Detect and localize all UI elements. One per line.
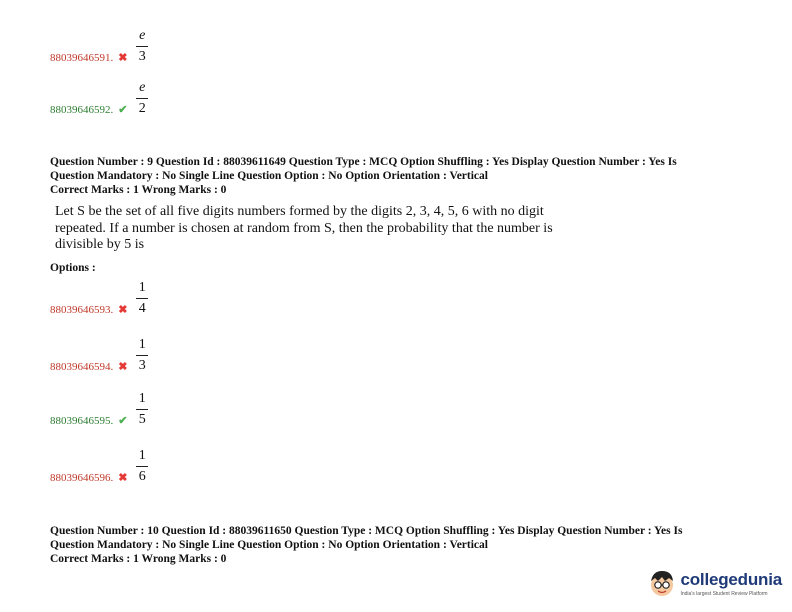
fraction — [136, 280, 148, 316]
wrong-mark-icon: ✖ — [118, 361, 128, 373]
fraction — [136, 80, 148, 116]
meta-line-1: Question Number : 10 Question Id : 88039611650 Question Type : MCQ Option Shuffling : Yes Display Question Number : Yes Is — [50, 525, 683, 537]
denominator: 2 — [138, 101, 146, 116]
meta-line-2: Question Mandatory : No Single Line Question Option : No Option Orientation : Vertical — [50, 170, 488, 182]
logo-tagline: India's largest Student Review Platform — [680, 590, 768, 597]
fraction-bar — [136, 409, 148, 410]
fraction-bar — [136, 355, 148, 356]
options-label: Options : — [50, 262, 96, 274]
marks-line: Correct Marks : 1 Wrong Marks : 0 — [50, 553, 227, 565]
denominator: 4 — [138, 301, 146, 316]
denominator: 3 — [138, 49, 146, 64]
question-text-line-3: divisible by 5 is — [55, 237, 145, 252]
option-id: 88039646595. — [50, 415, 114, 427]
logo-name: collegedunia — [680, 569, 782, 589]
option-id: 88039646594. — [50, 361, 114, 373]
numerator: 1 — [138, 448, 146, 463]
meta-line-1: Question Number : 9 Question Id : 88039611649 Question Type : MCQ Option Shuffling : Yes Display Question Number : Yes Is — [50, 156, 677, 168]
fraction — [136, 28, 148, 64]
wrong-mark-icon: ✖ — [118, 304, 128, 316]
prev-option-2 — [50, 80, 148, 116]
option-2 — [50, 337, 148, 373]
option-id: 88039646593. — [50, 304, 114, 316]
meta-line-2: Question Mandatory : No Single Line Question Option : No Option Orientation : Vertical — [50, 539, 488, 551]
question-text-line-2: repeated. If a number is chosen at random from S, then the probability that the number is — [55, 220, 553, 236]
fraction — [136, 337, 148, 373]
numerator: 1 — [138, 280, 146, 295]
correct-mark-icon: ✔ — [118, 415, 128, 427]
numerator: e — [139, 28, 146, 43]
option-4 — [50, 448, 148, 484]
question-text — [55, 204, 615, 254]
numerator: 1 — [138, 337, 146, 352]
fraction-bar — [136, 98, 148, 99]
question-meta — [50, 155, 750, 197]
collegedunia-logo — [647, 568, 782, 598]
fraction-bar — [136, 298, 148, 299]
option-id: 88039646591. — [50, 52, 114, 64]
denominator: 6 — [138, 469, 146, 484]
numerator: e — [139, 80, 146, 95]
question-text-line-1: Let S be the set of all five digits numbers formed by the digits 2, 3, 4, 5, 6 with no digit — [55, 204, 544, 219]
option-id: 88039646596. — [50, 472, 114, 484]
correct-mark-icon: ✔ — [118, 104, 128, 116]
numerator: 1 — [138, 391, 146, 406]
marks-line: Correct Marks : 1 Wrong Marks : 0 — [50, 184, 227, 196]
denominator: 5 — [138, 412, 146, 427]
option-id: 88039646592. — [50, 104, 114, 116]
next-question-meta — [50, 524, 750, 566]
fraction-bar — [136, 466, 148, 467]
fraction-bar — [136, 46, 148, 47]
mascot-icon — [647, 568, 677, 598]
wrong-mark-icon: ✖ — [118, 472, 128, 484]
denominator: 3 — [138, 358, 146, 373]
wrong-mark-icon: ✖ — [118, 52, 128, 64]
fraction — [136, 391, 148, 427]
fraction — [136, 448, 148, 484]
option-1 — [50, 280, 148, 316]
prev-option-1 — [50, 28, 148, 64]
option-3 — [50, 391, 148, 427]
